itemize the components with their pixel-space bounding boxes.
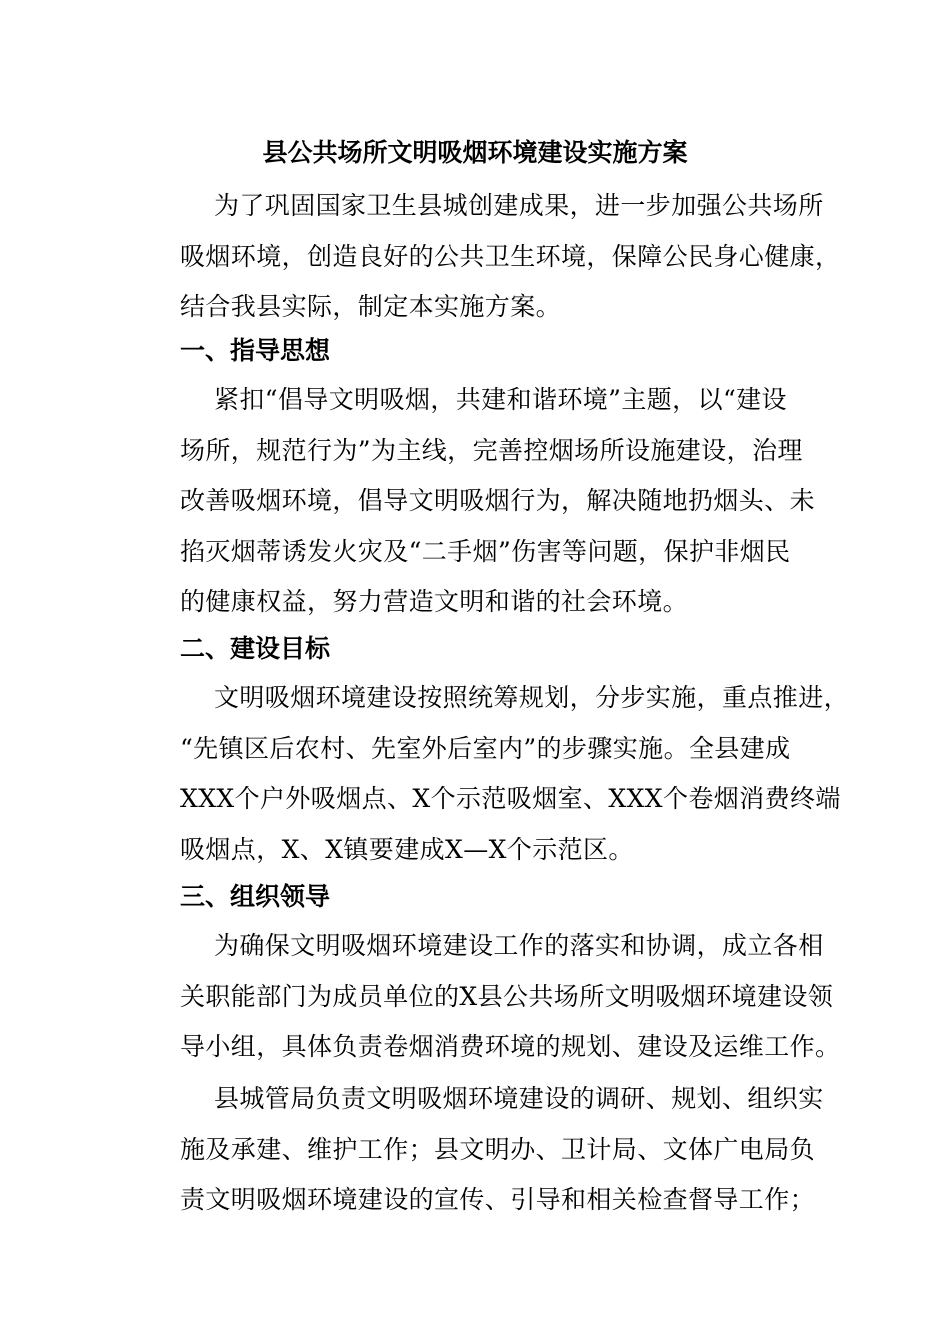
document-title: 县公共场所文明吸烟环境建设实施方案 xyxy=(262,138,688,167)
intro-paragraph xyxy=(146,181,841,333)
section-heading-organization-leadership: 三、组织领导 xyxy=(180,882,331,911)
paragraph-line: XXX个户外吸烟点、X个示范吸烟室、XXX个卷烟消费终端 xyxy=(180,784,841,814)
section-heading-guiding-ideology: 一、指导思想 xyxy=(180,336,331,365)
paragraph-line: 结合我县实际，制定本实施方案。 xyxy=(180,292,562,322)
paragraph-line: 吸烟环境，创造良好的公共卫生环境，保障公民身心健康， xyxy=(180,241,841,271)
paragraph-line: 改善吸烟环境，倡导文明吸烟行为，解决随地扔烟头、未 xyxy=(180,486,816,516)
paragraph-line: 掐灭烟蒂诱发火灾及“二手烟”伤害等问题，保护非烟民 xyxy=(180,536,791,566)
paragraph-line: 紧扣“倡导文明吸烟，共建和谐环境”主题，以“建设 xyxy=(214,385,787,414)
paragraph-line: 责文明吸烟环境建设的宣传、引导和相关检查督导工作； xyxy=(180,1185,816,1215)
paragraph-line: 施及承建、维护工作；县文明办、卫计局、文体广电局负 xyxy=(180,1134,816,1164)
paragraph-line: 的健康权益，努力营造文明和谐的社会环境。 xyxy=(180,587,689,617)
paragraph-line: 为确保文明吸烟环境建设工作的落实和协调，成立各相 xyxy=(214,931,824,960)
construction-goals-paragraph xyxy=(146,673,850,875)
paragraph-line: 县城管局负责文明吸烟环境建设的调研、规划、组织实 xyxy=(214,1084,824,1113)
organization-paragraph-1 xyxy=(146,921,841,1073)
paragraph-line: 导小组，具体负责卷烟消费环境的规划、建设及运维工作。 xyxy=(180,1032,841,1062)
paragraph-line: 关职能部门为成员单位的X县公共场所文明吸烟环境建设领 xyxy=(180,981,834,1011)
paragraph-line: “先镇区后农村、先室外后室内”的步骤实施。全县建成 xyxy=(180,733,791,763)
organization-paragraph-2 xyxy=(146,1074,824,1226)
paragraph-line: 文明吸烟环境建设按照统筹规划，分步实施，重点推进， xyxy=(214,683,850,712)
guiding-ideology-paragraph xyxy=(146,375,816,628)
paragraph-line: 吸烟点，X、X镇要建成X—X个示范区。 xyxy=(180,834,634,864)
paragraph-line: 场所，规范行为”为主线，完善控烟场所设施建设，治理 xyxy=(180,435,803,465)
paragraph-line: 为了巩固国家卫生县城创建成果，进一步加强公共场所 xyxy=(214,191,824,220)
section-heading-construction-goals: 二、建设目标 xyxy=(180,634,331,663)
